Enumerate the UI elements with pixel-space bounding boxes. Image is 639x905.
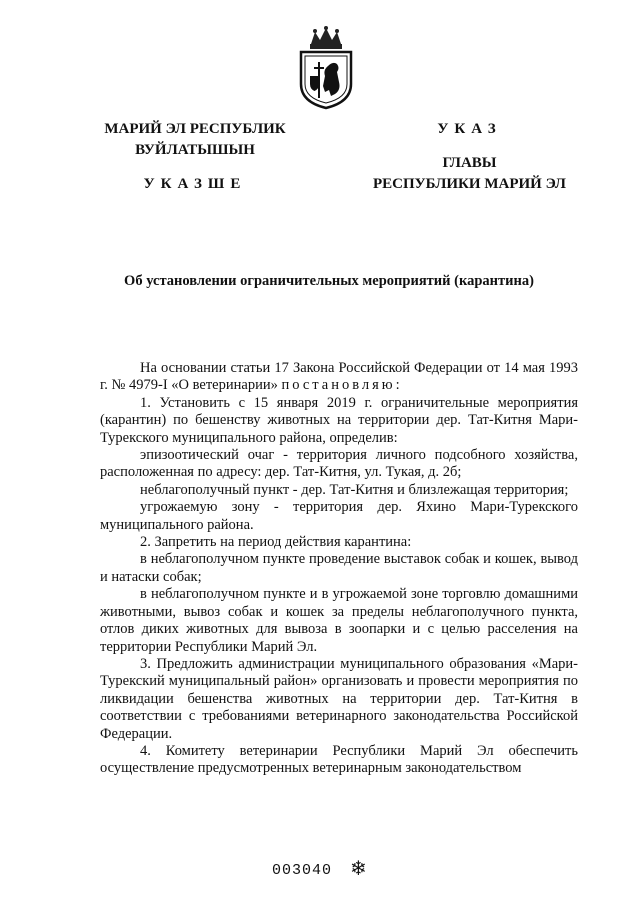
paragraph-4: неблагополучный пункт - дер. Тат-Китня и близлежащая территория; <box>140 481 569 498</box>
serial-number: 003040 <box>272 862 333 879</box>
paragraph-1-text: На основании статьи 17 Закона Российской Федерации от 14 мая 1993 г. № 4979-I «О ветеринарии» <box>100 360 578 394</box>
document-body <box>100 360 578 778</box>
paragraph-10: 4. Комитету ветеринарии Республики Марий Эл обеспечить осуществление предусмотренных ветеринарным законодательством <box>100 742 578 777</box>
header-right <box>352 119 587 195</box>
paragraph-5: угрожаемую зону - территория дер. Яхино Мари-Турекского муниципального района. <box>100 499 578 533</box>
header-left <box>95 119 295 195</box>
snowflake-icon: ❄ <box>350 856 367 880</box>
paragraph-8: в неблагополучном пункте и в угрожаемой зоне торговлю домашними животными, вывоз собак и кошек за пределы неблагополучного пункта, отлов диких животных для вывоза в зоопарки и с целью расселения на территории Республики Марий Эл. <box>100 586 578 655</box>
paragraph-1-decree-word: постановляю: <box>281 377 403 394</box>
header-left-line3: УКАЗШЕ <box>143 176 247 192</box>
paragraph-3: эпизоотический очаг - территория личного подсобного хозяйства, расположенная по адресу: дер. Тат-Китня, ул. Тукая, д. 2б; <box>100 447 578 481</box>
header-right-line3: РЕСПУБЛИКИ МАРИЙ ЭЛ <box>372 176 566 192</box>
paragraph-1 <box>100 360 578 395</box>
paragraph-7: в неблагополучном пункте проведение выставок собак и кошек, вывод и натаски собак; <box>100 551 578 585</box>
coat-of-arms-icon <box>295 26 357 110</box>
paragraph-2: 1. Установить с 15 января 2019 г. ограничительные мероприятия (карантин) по бешенству животных на территории дер. Тат-Китня Мари-Турекского муниципального района, определив: <box>100 394 578 446</box>
header-right-line2: ГЛАВЫ <box>442 155 497 171</box>
page-title: Об установлении ограничительных мероприятий (карантина) <box>124 273 534 289</box>
header-right-line1: УКАЗ <box>437 121 502 137</box>
paragraph-6: 2. Запретить на период действия карантина: <box>140 534 412 551</box>
paragraph-9: 3. Предложить администрации муниципального образования «Мари-Турекский муниципальный район» организовать и провести мероприятия по ликвидации бешенства животных на территории дер. Тат-Китня в соответствии с требованиями ветеринарного законодательства Российской Федерации. <box>100 655 578 742</box>
header-left-line1: МАРИЙ ЭЛ РЕСПУБЛИК <box>104 121 286 137</box>
header-left-line2: ВУЙЛАТЫШЫН <box>135 142 255 158</box>
